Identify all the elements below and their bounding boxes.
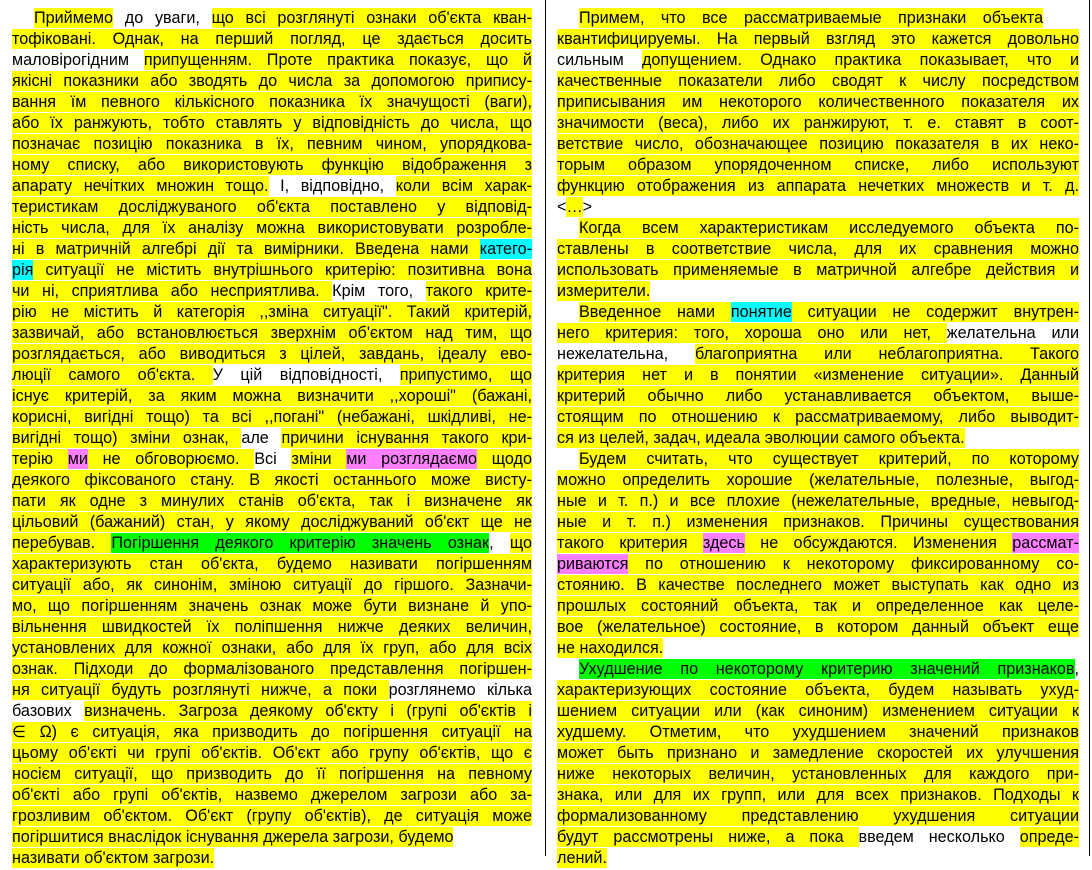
text-line bbox=[557, 679, 1079, 702]
text-segment: прошлых состояний объекта, так и определенное как целе- bbox=[557, 597, 1079, 615]
text-segment: розглядається, або виводиться з цілей, завдань, ідеалу ево- bbox=[12, 345, 532, 363]
text-segment: Будем считать, что существует критерий, по которому bbox=[579, 450, 1079, 468]
text-line bbox=[12, 532, 532, 555]
text-segment: Погіршення деякого критерію значень ознак bbox=[111, 534, 490, 552]
text-segment: стоянию. В качестве последнего может выступать как одно из bbox=[557, 576, 1079, 594]
text-segment: знака, или для их групп, или для всех признаков. Подходы к bbox=[557, 786, 1079, 804]
text-segment: введем несколько bbox=[858, 828, 1020, 846]
text-segment: ситуації або, як синонім, зміною ситуації до гіршого. Зазначи- bbox=[12, 576, 532, 594]
text-segment: чи ні, сприятлива або несприятлива. bbox=[12, 282, 333, 300]
text-segment: теристикам досліджуваного об'єкта поставлено у відповід- bbox=[12, 198, 532, 216]
text-segment: ∈ Ω) є ситуація, яка призводить до погіршення ситуації на bbox=[12, 723, 532, 741]
text-line bbox=[12, 763, 532, 786]
text-line bbox=[557, 469, 1079, 492]
text-segment: качественные показатели либо сводят к числу посредством bbox=[557, 72, 1079, 90]
text-segment: … bbox=[566, 198, 583, 216]
text-segment: об'єкті або групі об'єктів, назвемо джерелом загрози або за- bbox=[12, 786, 532, 804]
text-line bbox=[557, 385, 1079, 408]
text-segment: Примем, bbox=[579, 9, 661, 27]
text-line bbox=[12, 28, 532, 51]
text-segment: характеризующих состояние объекта, будем называть ухуд- bbox=[557, 681, 1079, 699]
text-line bbox=[12, 280, 532, 303]
text-line bbox=[12, 91, 532, 114]
text-segment: ниже некоторых величин, установленных для каждого при- bbox=[557, 765, 1079, 783]
text-segment: зазвичай, або встановлюється зверхнім об'єктом над тим, що bbox=[12, 324, 532, 342]
text-line bbox=[12, 553, 532, 576]
text-line bbox=[12, 322, 532, 345]
text-line bbox=[12, 595, 532, 618]
text-line bbox=[12, 847, 214, 870]
text-segment: не обговорюємо. bbox=[87, 450, 255, 468]
text-line bbox=[12, 301, 532, 324]
text-line bbox=[557, 322, 1079, 345]
text-line bbox=[12, 70, 532, 93]
text-segment: худшему. Отметим, что ухудшением значений признаков bbox=[557, 723, 1079, 741]
text-line bbox=[12, 406, 532, 429]
text-line bbox=[12, 385, 532, 408]
text-line bbox=[12, 511, 532, 534]
text-segment: установлених для кожної ознаки, або для їх груп, або для всіх bbox=[12, 639, 532, 657]
text-segment: І, відповідно, bbox=[268, 177, 396, 195]
text-segment: допущением. Однако практика показывает, что и bbox=[641, 51, 1079, 69]
text-line bbox=[557, 511, 1079, 534]
text-line bbox=[557, 700, 1079, 723]
text-segment: значимости (веса), либо их ранжируют, т. е. ставят в соот- bbox=[557, 114, 1079, 132]
text-line bbox=[12, 721, 532, 744]
text-segment: деякого фіксованого стану. В якості останнього може висту- bbox=[12, 471, 532, 489]
text-segment: торым образом упорядоченном списке, либо используют bbox=[557, 156, 1079, 174]
text-segment: називати об'єктом загрози. bbox=[12, 849, 215, 867]
text-segment: ми розглядаємо bbox=[346, 450, 478, 468]
text-segment: терію bbox=[12, 450, 68, 468]
text-segment: або їх ранжують, тобто ставлять у відповідність до числа, що bbox=[12, 114, 532, 132]
text-segment: У цій відповідності, bbox=[212, 366, 400, 384]
text-segment: Когда всем характеристикам исследуемого объекта по- bbox=[579, 219, 1079, 237]
text-line bbox=[557, 784, 1079, 807]
text-segment: лений. bbox=[557, 849, 607, 867]
text-line bbox=[557, 616, 1079, 639]
text-segment: погіршитися внаслідок існування джерела загрози, будемо bbox=[12, 828, 454, 846]
text-line bbox=[12, 700, 532, 723]
text-segment: стоящим по отношению к рассматриваемому, либо выводит- bbox=[557, 408, 1079, 426]
text-segment: тофіковані. Однак, на перший погляд, це здається досить bbox=[12, 30, 532, 48]
text-segment: такого крите- bbox=[425, 282, 532, 300]
text-line bbox=[557, 826, 1079, 849]
text-segment: по отношению к некоторому фиксированному со- bbox=[628, 555, 1079, 573]
text-line bbox=[12, 217, 532, 240]
text-line bbox=[12, 238, 532, 261]
text-line bbox=[557, 847, 607, 870]
text-segment: рассмат- bbox=[1012, 534, 1079, 552]
text-segment: розглянемо кілька bbox=[388, 681, 532, 699]
text-line bbox=[557, 112, 1079, 135]
text-line bbox=[557, 259, 1079, 282]
text-segment: цьому об'єкті чи групі об'єктів. Об'єкт або групу об'єктів, що є bbox=[12, 744, 532, 762]
text-segment: причини існування такого кри- bbox=[281, 429, 532, 447]
text-segment: благоприятна или неблагоприятна. Такого bbox=[694, 345, 1079, 363]
text-segment: ному списку, або використовують функцію відображення з bbox=[12, 156, 532, 174]
text-segment: коли всім харак- bbox=[395, 177, 532, 195]
text-segment: визначень. Загроза деякому об'єкту і (групі об'єктів і bbox=[84, 702, 532, 720]
text-segment: базових bbox=[12, 702, 85, 720]
text-line bbox=[557, 427, 965, 450]
text-line bbox=[557, 91, 1079, 114]
text-segment: рія bbox=[12, 261, 34, 279]
text-segment: что все рассматриваемые признаки объекта bbox=[660, 9, 1044, 27]
text-segment: Введенное нами bbox=[579, 303, 731, 321]
text-line bbox=[12, 784, 532, 807]
text-segment: ветствие число, обозначающее позицию показателя в их неко- bbox=[557, 135, 1079, 153]
text-segment: ные и т. п.) изменения признаков. Причины существования bbox=[557, 513, 1079, 531]
text-segment: измерители. bbox=[557, 282, 651, 300]
text-segment: до уваги, bbox=[113, 9, 212, 27]
text-line bbox=[12, 448, 532, 471]
text-segment: будут рассмотрены ниже, а пока bbox=[557, 828, 859, 846]
text-segment: що всі розглянуті ознаки об'єкта кван- bbox=[211, 9, 532, 27]
text-line bbox=[34, 7, 532, 30]
text-line bbox=[557, 574, 1079, 597]
text-line bbox=[557, 637, 663, 660]
text-line bbox=[12, 133, 532, 156]
text-line bbox=[12, 805, 532, 828]
text-segment: риваются bbox=[557, 555, 629, 573]
text-segment: ситуации не содержит внутрен- bbox=[791, 303, 1079, 321]
column-divider bbox=[545, 0, 546, 856]
text-line bbox=[12, 427, 532, 450]
text-line bbox=[557, 49, 1079, 72]
text-segment: желательна или bbox=[946, 324, 1079, 342]
text-line bbox=[12, 574, 532, 597]
text-line bbox=[579, 217, 1079, 240]
text-segment: ми bbox=[67, 450, 88, 468]
text-segment: ситуації не містить внутрішнього критерію: позитивна вона bbox=[33, 261, 532, 279]
text-line bbox=[579, 658, 1079, 681]
text-segment: такого критерия bbox=[557, 534, 703, 552]
text-line bbox=[12, 742, 532, 765]
text-line bbox=[12, 112, 532, 135]
text-line bbox=[579, 448, 1079, 471]
text-segment: функцию отображения из аппарата нечетких множеств и т. д. bbox=[557, 177, 1079, 195]
text-segment: припустимо, що bbox=[399, 366, 532, 384]
text-segment: цільовий (бажаний) стан, у якому досліджуваний об'єкт ще не bbox=[12, 513, 532, 531]
text-segment: мо, що погіршенням значень ознак може бути визнане й упо- bbox=[12, 597, 532, 615]
text-segment: квантифицируемы. На первый взгляд это кажется довольно bbox=[557, 30, 1079, 48]
text-segment: может быть признано и замедление скоростей их улучшения bbox=[557, 744, 1079, 762]
text-line bbox=[557, 595, 1079, 618]
text-segment: > bbox=[582, 198, 593, 216]
text-segment: існує критерій, за яким можна визначити ,,хороші" (бажані, bbox=[12, 387, 532, 405]
text-segment: позначає позицію показника в їх, певним чином, упорядкова- bbox=[12, 135, 532, 153]
text-line bbox=[12, 490, 532, 513]
text-line bbox=[12, 679, 532, 702]
text-segment: апарату нечітких множин тощо. bbox=[12, 177, 269, 195]
text-segment: вигідні тощо) зміни ознак, bbox=[12, 429, 242, 447]
text-segment: ні в матричній алгебрі дії та вимірники. Введена нами bbox=[12, 240, 480, 258]
text-segment: маловірогідним bbox=[12, 51, 144, 69]
text-line bbox=[557, 763, 1079, 786]
text-segment: сильным bbox=[557, 51, 642, 69]
text-segment: критерий обычно либо устанавливается объектом, выше- bbox=[557, 387, 1079, 405]
text-line bbox=[579, 7, 1043, 30]
text-line bbox=[12, 616, 532, 639]
text-segment: носієм ситуації, що призводить до її погіршення на певному bbox=[12, 765, 532, 783]
text-segment: Ухудшение по некоторому критерию значений признаков bbox=[579, 660, 1075, 678]
text-segment: грозливим об'єктом. Об'єкт (групу об'єктів), де ситуація може bbox=[12, 807, 532, 825]
text-line bbox=[12, 826, 453, 849]
text-segment: использовать применяемые в матричной алгебре действия и bbox=[557, 261, 1079, 279]
text-line bbox=[579, 301, 1079, 324]
text-segment: зміни bbox=[291, 450, 347, 468]
text-segment: вое (желательное) состояние, в котором данный объект еще bbox=[557, 618, 1079, 636]
text-line bbox=[12, 469, 532, 492]
text-segment: ставлены в соответствие числа, для их сравнения можно bbox=[557, 240, 1079, 258]
text-segment: пати як одне з минулих станів об'єкта, так і визначене як bbox=[12, 492, 532, 510]
text-segment: ознак. Підходи до формалізованого представлення погіршен- bbox=[12, 660, 532, 678]
text-segment: не обсуждаются. Изменения bbox=[744, 534, 1013, 552]
text-segment: формализованному представлению ухудшения ситуации bbox=[557, 807, 1079, 825]
text-segment: Приймемо bbox=[34, 9, 113, 27]
text-segment: що bbox=[509, 534, 532, 552]
text-segment: вання їм певного кількісного показника їх значущості (ваги), bbox=[12, 93, 532, 111]
text-line bbox=[557, 721, 1079, 744]
text-segment: можно определить хорошие (желательные, полезные, выгод- bbox=[557, 471, 1079, 489]
text-segment: приписывания им некоторого количественного показателя их bbox=[557, 93, 1079, 111]
text-segment: припущенням. Проте практика показує, що й bbox=[143, 51, 532, 69]
text-segment: ність числа, для їх аналізу можна використовувати розроблe- bbox=[12, 219, 532, 237]
text-line bbox=[12, 196, 532, 219]
text-line bbox=[557, 532, 1079, 555]
text-segment: нежелательна, bbox=[557, 345, 695, 363]
text-line bbox=[12, 343, 532, 366]
text-line bbox=[12, 49, 532, 72]
text-segment: , bbox=[1074, 660, 1079, 678]
text-line bbox=[12, 364, 532, 387]
text-line bbox=[557, 343, 1079, 366]
text-segment: якісні показники або зводять до числа за допомогою припису- bbox=[12, 72, 532, 90]
text-segment: рію не містить й категорія ,,зміна ситуації". Такий критерій, bbox=[12, 303, 532, 321]
text-segment: катего- bbox=[479, 240, 532, 258]
text-line bbox=[12, 154, 532, 177]
text-line bbox=[557, 742, 1079, 765]
text-line bbox=[557, 175, 1079, 198]
text-segment: , bbox=[489, 534, 510, 552]
text-segment: вільнення швидкостей їх поліпшення нижче деяких величин, bbox=[12, 618, 532, 636]
text-line bbox=[557, 28, 1079, 51]
text-segment: шением ситуации или (как синоним) изменением ситуации к bbox=[557, 702, 1079, 720]
text-line bbox=[12, 637, 532, 660]
text-segment: не находился. bbox=[557, 639, 664, 657]
text-segment: < bbox=[557, 198, 567, 216]
text-line bbox=[557, 364, 1079, 387]
text-segment: але bbox=[241, 429, 282, 447]
text-segment: ся из целей, задач, идеала эволюции самого объекта. bbox=[557, 429, 965, 447]
text-line bbox=[557, 280, 650, 303]
text-segment: критерия нет и в понятии «изменение ситуации». Данный bbox=[557, 366, 1079, 384]
text-segment: Крім того, bbox=[332, 282, 426, 300]
text-segment: корисні, вигідні тощо) та всі ,,погані" (небажані, шкідливі, не- bbox=[12, 408, 532, 426]
text-segment: щодо bbox=[477, 450, 532, 468]
text-line bbox=[12, 175, 532, 198]
text-segment: здесь bbox=[702, 534, 745, 552]
text-line bbox=[557, 70, 1079, 93]
text-segment: характеризують стан об'єкта, будемо називати погіршенням bbox=[12, 555, 532, 573]
text-line bbox=[557, 133, 1079, 156]
text-line bbox=[12, 658, 532, 681]
text-line bbox=[557, 490, 1079, 513]
text-line bbox=[557, 154, 1079, 177]
text-segment: опреде- bbox=[1019, 828, 1079, 846]
text-segment: ня ситуації будуть розглянуті нижче, а поки bbox=[12, 681, 389, 699]
text-line bbox=[12, 259, 532, 282]
text-segment: люції самого об'єкта. bbox=[12, 366, 213, 384]
text-line bbox=[557, 196, 592, 219]
text-segment: перебував. bbox=[12, 534, 112, 552]
text-line bbox=[557, 553, 1079, 576]
text-line bbox=[557, 406, 1079, 429]
text-segment: ные и т. п.) и все плохие (нежелательные, вредные, невыгод- bbox=[557, 492, 1079, 510]
text-line bbox=[557, 805, 1079, 828]
text-segment: понятие bbox=[730, 303, 792, 321]
text-segment: Всі bbox=[254, 450, 292, 468]
text-segment: него критерия: того, хороша оно или нет, bbox=[557, 324, 947, 342]
right-border bbox=[1089, 0, 1090, 856]
text-line bbox=[557, 238, 1079, 261]
